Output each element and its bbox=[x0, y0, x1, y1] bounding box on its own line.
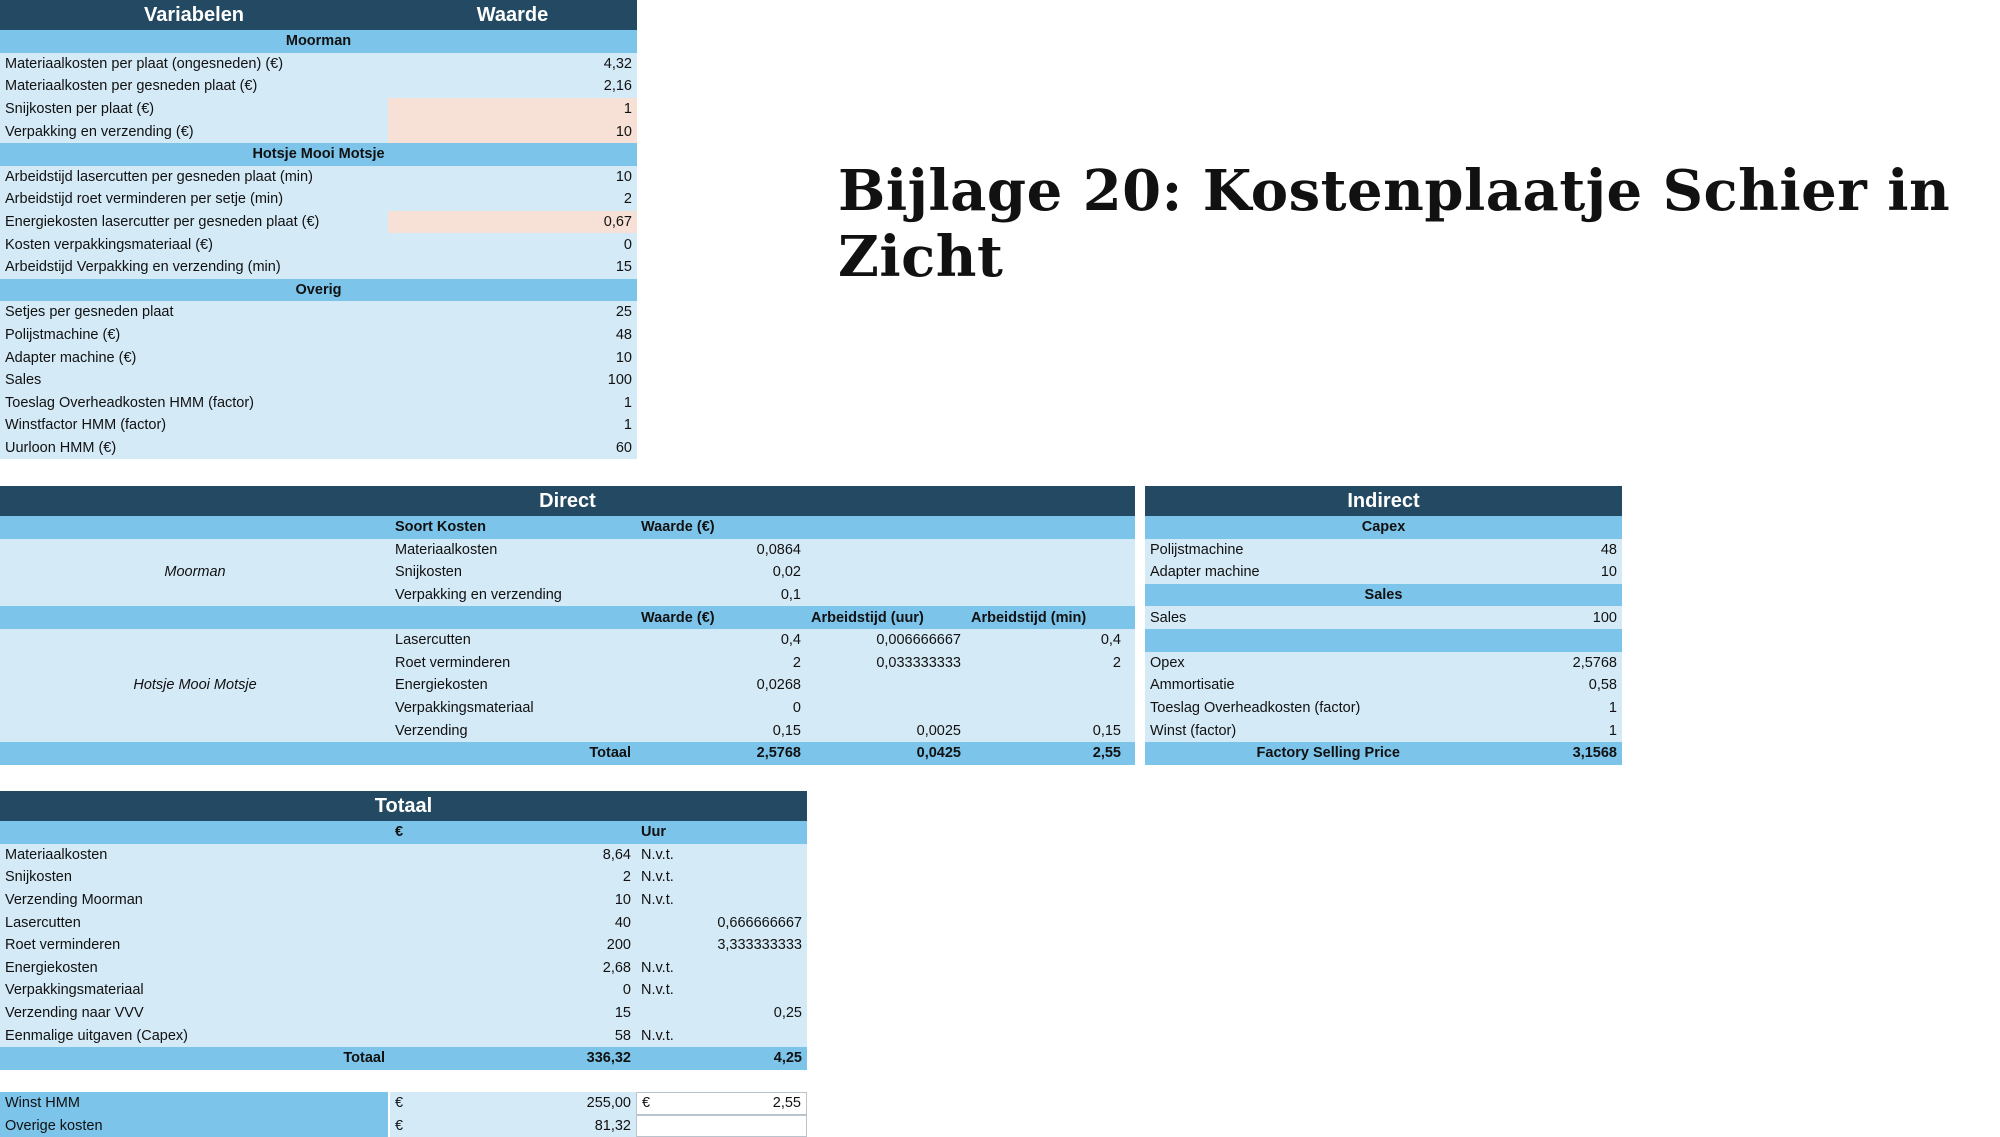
direct-total-value: 2,5768 bbox=[756, 745, 801, 762]
direct-total-row bbox=[0, 742, 1135, 765]
totaal-row-eur: 8,64 bbox=[602, 846, 631, 863]
variables-section-title: Hotsje Mooi Motsje bbox=[0, 143, 637, 166]
indirect-row bbox=[1145, 674, 1622, 697]
totaal-row-uur: N.v.t. bbox=[641, 959, 674, 976]
winst-uur-currency: € bbox=[642, 1095, 651, 1112]
totaal-row-label: Verpakkingsmateriaal bbox=[5, 982, 144, 999]
indirect-row bbox=[1145, 719, 1622, 742]
totaal-row bbox=[0, 911, 807, 934]
variables-row-value: 10 bbox=[615, 349, 632, 366]
variables-col-value: Waarde bbox=[476, 3, 549, 26]
variables-row bbox=[0, 324, 637, 347]
overige-eur-currency: € bbox=[395, 1118, 404, 1135]
indirect-capex-title: Capex bbox=[1145, 516, 1622, 539]
variables-row-label: Materiaalkosten per gesneden plaat (€) bbox=[5, 78, 258, 95]
variables-row bbox=[0, 188, 637, 211]
variables-row bbox=[0, 437, 637, 460]
variables-section-title: Moorman bbox=[0, 30, 637, 53]
indirect-row-label: Winst (factor) bbox=[1150, 722, 1237, 739]
totaal-total-eur: 336,32 bbox=[586, 1050, 631, 1067]
indirect-fsp-row bbox=[1145, 742, 1622, 765]
totaal-total-label: Totaal bbox=[343, 1050, 385, 1067]
direct-row-min: 0,4 bbox=[1100, 632, 1121, 649]
variables-row-value: 25 bbox=[615, 304, 632, 321]
direct-row-label: Verpakking en verzending bbox=[395, 587, 562, 604]
direct-total-label: Totaal bbox=[589, 745, 631, 762]
variables-row-label: Toeslag Overheadkosten HMM (factor) bbox=[5, 394, 255, 411]
variables-table bbox=[0, 0, 637, 459]
winst-uur-cell bbox=[636, 1092, 807, 1115]
indirect-spacer bbox=[1145, 629, 1622, 652]
totaal-row-eur: 10 bbox=[614, 892, 631, 909]
variables-row-label: Winstfactor HMM (factor) bbox=[5, 417, 167, 434]
direct-row-value: 0,15 bbox=[772, 722, 801, 739]
direct-row-uur: 0,0025 bbox=[916, 722, 961, 739]
variables-row bbox=[0, 166, 637, 189]
variables-body bbox=[0, 30, 637, 459]
variables-row-value: 1 bbox=[623, 417, 632, 434]
direct-subheader bbox=[0, 516, 1135, 539]
direct-moorman-rows bbox=[390, 539, 1135, 607]
direct-row-uur: 0,006666667 bbox=[876, 632, 961, 649]
direct-row-min: 2 bbox=[1112, 654, 1121, 671]
indirect-row bbox=[1145, 697, 1622, 720]
overige-row bbox=[0, 1115, 807, 1137]
variables-row-label: Setjes per gesneden plaat bbox=[5, 304, 174, 321]
totaal-row-uur: 0,25 bbox=[773, 1005, 802, 1022]
variables-row-value: 60 bbox=[615, 439, 632, 456]
variables-row bbox=[0, 369, 637, 392]
direct-hmm-block bbox=[0, 629, 1135, 742]
totaal-row-label: Materiaalkosten bbox=[5, 846, 108, 863]
indirect-row-value: 0,58 bbox=[1588, 677, 1617, 694]
totaal-row-uur: N.v.t. bbox=[641, 892, 674, 909]
indirect-row-value: 48 bbox=[1600, 541, 1617, 558]
totaal-row-eur: 15 bbox=[614, 1005, 631, 1022]
totaal-row-eur: 58 bbox=[614, 1027, 631, 1044]
direct-hmm-row bbox=[390, 697, 1135, 720]
totaal-row bbox=[0, 889, 807, 912]
direct-moorman-row bbox=[390, 539, 1135, 562]
variables-header bbox=[0, 0, 637, 30]
winst-eur-cell bbox=[388, 1092, 636, 1115]
indirect-row bbox=[1145, 652, 1622, 675]
variables-row-value: 1 bbox=[388, 98, 637, 121]
indirect-fsp-value: 3,1568 bbox=[1572, 745, 1617, 762]
totaal-row-eur: 200 bbox=[606, 937, 631, 954]
indirect-row-label: Ammortisatie bbox=[1150, 677, 1235, 694]
variables-row-label: Arbeidstijd roet verminderen per setje (min) bbox=[5, 191, 284, 208]
variables-row-label: Arbeidstijd lasercutten per gesneden plaat (min) bbox=[5, 168, 313, 185]
direct-moorman-label: Moorman bbox=[0, 539, 390, 607]
indirect-capex-rows bbox=[1145, 539, 1622, 584]
direct-row-value: 2 bbox=[792, 654, 801, 671]
direct-row-uur: 0,033333333 bbox=[876, 654, 961, 671]
totaal-row-eur: 40 bbox=[614, 914, 631, 931]
totaal-row bbox=[0, 934, 807, 957]
variables-row-label: Uurloon HMM (€) bbox=[5, 439, 117, 456]
winst-row bbox=[0, 1092, 807, 1115]
totaal-row-label: Roet verminderen bbox=[5, 937, 121, 954]
variables-row bbox=[0, 75, 637, 98]
direct-hmm-label: Hotsje Mooi Motsje bbox=[0, 629, 390, 742]
direct-row-label: Verpakkingsmateriaal bbox=[395, 700, 534, 717]
indirect-fsp-label: Factory Selling Price bbox=[1256, 745, 1400, 762]
direct-row-label: Lasercutten bbox=[395, 632, 471, 649]
direct-col-soort: Soort Kosten bbox=[395, 519, 487, 536]
totaal-row-uur: N.v.t. bbox=[641, 1027, 674, 1044]
direct-total-uur: 0,0425 bbox=[916, 745, 961, 762]
indirect-row-value: 2,5768 bbox=[1572, 654, 1617, 671]
variables-row-value: 10 bbox=[615, 168, 632, 185]
totaal-row-uur: 0,666666667 bbox=[717, 914, 802, 931]
totaal-row bbox=[0, 866, 807, 889]
variables-row-label: Energiekosten lasercutter per gesneden plaat (€) bbox=[5, 214, 320, 231]
variables-row bbox=[0, 414, 637, 437]
direct-table bbox=[0, 486, 1135, 765]
indirect-row-value: 1 bbox=[1608, 700, 1617, 717]
overige-label: Overige kosten bbox=[0, 1115, 388, 1137]
variables-row-label: Arbeidstijd Verpakking en verzending (min) bbox=[5, 259, 281, 276]
direct-row-value: 0,1 bbox=[780, 587, 801, 604]
indirect-row-label: Polijstmachine bbox=[1150, 541, 1244, 558]
direct-subheader-2 bbox=[0, 606, 1135, 629]
direct-hmm-row bbox=[390, 674, 1135, 697]
variables-row-label: Adapter machine (€) bbox=[5, 349, 137, 366]
totaal-row bbox=[0, 1002, 807, 1025]
overige-eur-cell bbox=[388, 1115, 636, 1137]
direct-row-value: 0,02 bbox=[772, 564, 801, 581]
totaal-row bbox=[0, 1024, 807, 1047]
variables-section-title: Overig bbox=[0, 279, 637, 302]
direct-moorman-row bbox=[390, 584, 1135, 607]
variables-row-label: Materiaalkosten per plaat (ongesneden) (€) bbox=[5, 55, 284, 72]
direct-row-value: 0,0268 bbox=[756, 677, 801, 694]
winst-uur-value: 2,55 bbox=[772, 1095, 801, 1112]
direct-header: Direct bbox=[0, 486, 1135, 516]
variables-row-label: Snijkosten per plaat (€) bbox=[5, 101, 155, 118]
totaal-row bbox=[0, 979, 807, 1002]
direct-hmm-row bbox=[390, 629, 1135, 652]
indirect-row-label: Adapter machine bbox=[1150, 564, 1260, 581]
direct-moorman-block bbox=[0, 539, 1135, 607]
indirect-sales-row bbox=[1145, 606, 1622, 629]
totaal-row-label: Lasercutten bbox=[5, 914, 81, 931]
totaal-row bbox=[0, 957, 807, 980]
indirect-sales-title: Sales bbox=[1145, 584, 1622, 607]
totaal-subheader bbox=[0, 821, 807, 844]
variables-row bbox=[0, 392, 637, 415]
direct-hmm-rows bbox=[390, 629, 1135, 742]
direct-row-value: 0,4 bbox=[780, 632, 801, 649]
direct-col-waarde: Waarde (€) bbox=[641, 519, 715, 536]
variables-row bbox=[0, 256, 637, 279]
indirect-row-label: Opex bbox=[1150, 654, 1185, 671]
totaal-row-label: Energiekosten bbox=[5, 959, 98, 976]
variables-col-label: Variabelen bbox=[143, 3, 245, 26]
variables-row-value: 10 bbox=[388, 120, 637, 143]
direct-col-waarde-2: Waarde (€) bbox=[641, 609, 715, 626]
variables-row bbox=[0, 120, 637, 143]
overige-eur-value: 81,32 bbox=[594, 1118, 631, 1135]
direct-row-label: Materiaalkosten bbox=[395, 541, 498, 558]
direct-row-label: Snijkosten bbox=[395, 564, 462, 581]
direct-hmm-row bbox=[390, 652, 1135, 675]
page-title: Bijlage 20: Kostenplaatje Schier in Zicht bbox=[838, 158, 1951, 290]
indirect-row-label: Toeslag Overheadkosten (factor) bbox=[1150, 700, 1361, 717]
direct-total-min: 2,55 bbox=[1092, 745, 1121, 762]
totaal-row-label: Eenmalige uitgaven (Capex) bbox=[5, 1027, 188, 1044]
winst-label: Winst HMM bbox=[0, 1092, 388, 1115]
direct-row-label: Energiekosten bbox=[395, 677, 488, 694]
direct-hmm-row bbox=[390, 719, 1135, 742]
totaal-col-uur: Uur bbox=[641, 824, 666, 841]
indirect-table bbox=[1145, 486, 1622, 765]
totaal-total-uur: 4,25 bbox=[773, 1050, 802, 1067]
variables-row-label: Kosten verpakkingsmateriaal (€) bbox=[5, 236, 213, 253]
totaal-blank-row bbox=[0, 1070, 807, 1093]
variables-row bbox=[0, 53, 637, 76]
direct-col-min: Arbeidstijd (min) bbox=[971, 609, 1087, 626]
totaal-row bbox=[0, 844, 807, 867]
overige-uur-cell bbox=[636, 1115, 807, 1137]
totaal-row-eur: 2,68 bbox=[602, 959, 631, 976]
variables-row bbox=[0, 233, 637, 256]
totaal-col-eur: € bbox=[395, 824, 404, 841]
indirect-capex-row bbox=[1145, 561, 1622, 584]
indirect-capex-row bbox=[1145, 539, 1622, 562]
variables-row-label: Verpakking en verzending (€) bbox=[5, 123, 194, 140]
variables-row-value: 0,67 bbox=[388, 211, 637, 234]
totaal-rows bbox=[0, 844, 807, 1047]
totaal-row-uur: N.v.t. bbox=[641, 846, 674, 863]
totaal-row-uur: N.v.t. bbox=[641, 869, 674, 886]
variables-row-label: Sales bbox=[5, 372, 42, 389]
indirect-sales-value: 100 bbox=[1592, 609, 1617, 626]
variables-row bbox=[0, 346, 637, 369]
direct-row-min: 0,15 bbox=[1092, 722, 1121, 739]
totaal-row-label: Verzending naar VVV bbox=[5, 1005, 144, 1022]
direct-row-label: Verzending bbox=[395, 722, 468, 739]
totaal-row-eur: 0 bbox=[622, 982, 631, 999]
direct-row-value: 0 bbox=[792, 700, 801, 717]
direct-row-value: 0,0864 bbox=[756, 541, 801, 558]
variables-row bbox=[0, 98, 637, 121]
winst-eur-currency: € bbox=[395, 1095, 404, 1112]
totaal-row-uur: N.v.t. bbox=[641, 982, 674, 999]
variables-row-value: 100 bbox=[607, 372, 632, 389]
variables-row bbox=[0, 211, 637, 234]
variables-row-value: 4,32 bbox=[603, 55, 632, 72]
variables-row-label: Polijstmachine (€) bbox=[5, 327, 121, 344]
direct-moorman-row bbox=[390, 561, 1135, 584]
totaal-row-uur: 3,333333333 bbox=[717, 937, 802, 954]
totaal-total-row bbox=[0, 1047, 807, 1070]
direct-row-label: Roet verminderen bbox=[395, 654, 511, 671]
variables-row-value: 0 bbox=[623, 236, 632, 253]
indirect-sales-label: Sales bbox=[1150, 609, 1187, 626]
variables-row-value: 2 bbox=[623, 191, 632, 208]
variables-row-value: 2,16 bbox=[603, 78, 632, 95]
totaal-row-eur: 2 bbox=[622, 869, 631, 886]
totaal-table bbox=[0, 791, 807, 1137]
direct-col-uur: Arbeidstijd (uur) bbox=[811, 609, 924, 626]
indirect-rows bbox=[1145, 652, 1622, 742]
indirect-row-value: 1 bbox=[1608, 722, 1617, 739]
variables-row-value: 48 bbox=[615, 327, 632, 344]
winst-eur-value: 255,00 bbox=[586, 1095, 631, 1112]
totaal-row-label: Snijkosten bbox=[5, 869, 72, 886]
totaal-header: Totaal bbox=[0, 791, 807, 821]
variables-row-value: 1 bbox=[623, 394, 632, 411]
variables-row bbox=[0, 301, 637, 324]
totaal-row-label: Verzending Moorman bbox=[5, 892, 143, 909]
variables-row-value: 15 bbox=[615, 259, 632, 276]
indirect-header: Indirect bbox=[1145, 486, 1622, 516]
indirect-row-value: 10 bbox=[1600, 564, 1617, 581]
